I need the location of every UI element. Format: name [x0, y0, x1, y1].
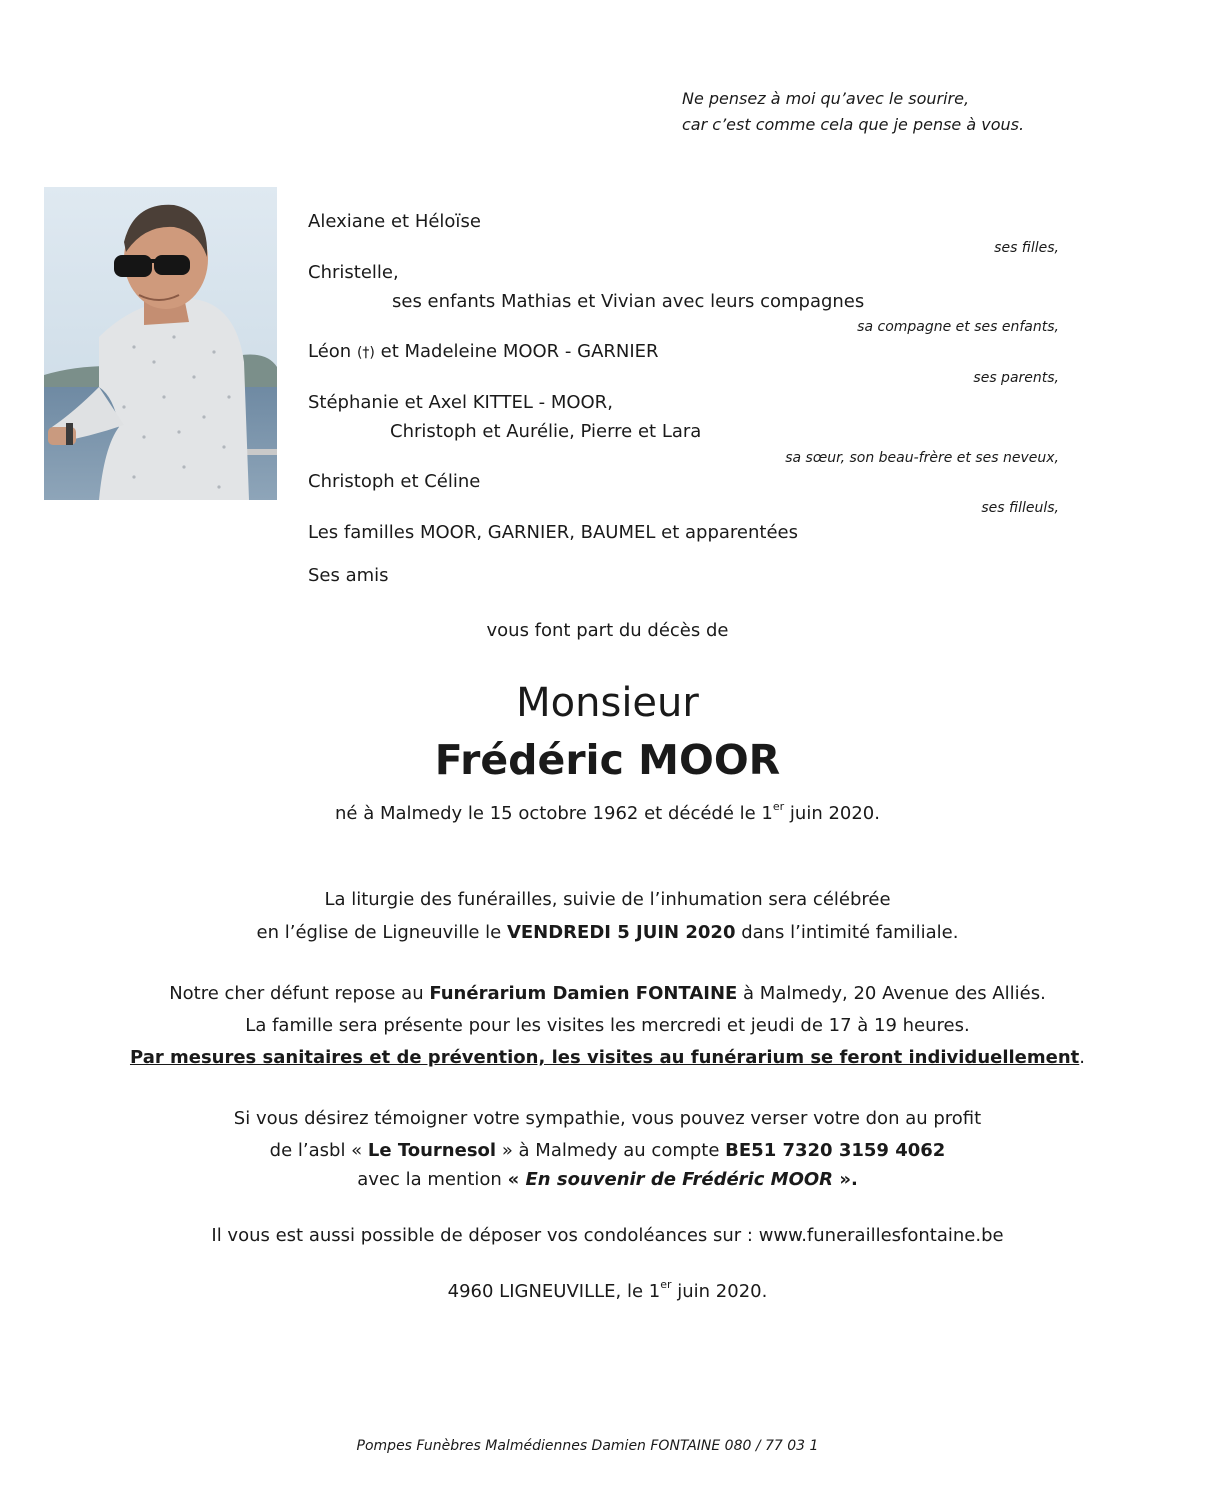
announcement-text: vous font part du décès de	[486, 620, 729, 641]
sanitary-notice-end: .	[1079, 1047, 1086, 1068]
family-parents-relation: ses parents,	[973, 370, 1059, 386]
viewing-line-2: La famille sera présente pour les visites les mercredi et jeudi de 17 à 19 heures.	[245, 1015, 970, 1036]
family-daughters: Alexiane et Héloïse	[308, 211, 481, 232]
place-date-end: juin 2020.	[671, 1281, 768, 1302]
place-date	[0, 1278, 1215, 1302]
parents-father: Léon	[308, 341, 352, 362]
family-partner: Christelle,	[308, 262, 399, 283]
donation-charity-name: Le Tournesol	[367, 1140, 497, 1161]
donation-account-prefix: » à Malmedy au compte	[496, 1140, 726, 1161]
cross-symbol: (†)	[356, 345, 375, 361]
condolences-text: Il vous est aussi possible de déposer vos condoléances sur : www.funeraillesfontaine.be	[211, 1225, 1004, 1246]
family-godchildren: Christoph et Céline	[308, 471, 481, 492]
place-date-text: 4960 LIGNEUVILLE, le 1	[447, 1281, 661, 1302]
epigraph-line-1: Ne pensez à moi qu’avec le sourire,	[682, 89, 970, 108]
dates-superscript: er	[772, 800, 785, 813]
family-sister-relation: sa sœur, son beau-frère et ses neveux,	[785, 450, 1059, 466]
parents-mother: et Madeleine MOOR - GARNIER	[380, 341, 659, 362]
family-sister: Stéphanie et Axel KITTEL - MOOR,	[308, 392, 613, 413]
sanitary-notice: Par mesures sanitaires et de prévention, les visites au funérarium se feront individuellement	[129, 1047, 1080, 1068]
funeral-home-name: Funérarium Damien FONTAINE	[429, 983, 738, 1004]
donation-iban: BE51 7320 3159 4062	[725, 1140, 946, 1161]
liturgy-line-1: La liturgie des funérailles, suivie de l’inhumation sera célébrée	[324, 889, 891, 910]
quote-close: ».	[839, 1169, 858, 1190]
liturgy-privacy: dans l’intimité familiale.	[735, 922, 959, 943]
donation-asbl-prefix: de l’asbl «	[269, 1140, 368, 1161]
quote-open: «	[507, 1169, 520, 1190]
family-friends: Ses amis	[308, 565, 389, 586]
family-daughters-relation: ses filles,	[994, 240, 1059, 256]
family-nephews: Christoph et Aurélie, Pierre et Lara	[390, 421, 702, 442]
family-extended: Les familles MOOR, GARNIER, BAUMEL et apparentées	[308, 522, 798, 543]
deceased-name: Frédéric MOOR	[434, 736, 781, 784]
viewing-line-1	[0, 983, 1215, 1004]
donation-mention: En souvenir de Frédéric MOOR	[519, 1169, 840, 1190]
dates-text-end: juin 2020.	[784, 803, 880, 824]
family-partner-relation: sa compagne et ses enfants,	[857, 319, 1059, 335]
family-godchildren-relation: ses filleuls,	[981, 500, 1059, 516]
donation-line-2	[0, 1140, 1215, 1161]
liturgy-date: VENDREDI 5 JUIN 2020	[506, 922, 736, 943]
deceased-photo	[44, 187, 277, 500]
dates-text: né à Malmedy le 15 octobre 1962 et décédé le 1	[335, 803, 773, 824]
epigraph-line-2: car c’est comme cela que je pense à vous.	[682, 115, 1025, 134]
epigraph	[682, 86, 1024, 138]
deceased-title: Monsieur	[516, 680, 699, 726]
funeral-director-footer: Pompes Funèbres Malmédiennes Damien FONTAINE 080 / 77 03 1	[356, 1438, 819, 1454]
funeral-home-address: à Malmedy, 20 Avenue des Alliés.	[737, 983, 1046, 1004]
donation-mention-prefix: avec la mention	[357, 1169, 508, 1190]
viewing-intro: Notre cher défunt repose au	[169, 983, 430, 1004]
donation-line-1: Si vous désirez témoigner votre sympathie, vous pouvez verser votre don au profit	[233, 1108, 982, 1129]
viewing-line-3	[0, 1047, 1215, 1068]
family-partner-children: ses enfants Mathias et Vivian avec leurs compagnes	[392, 291, 865, 312]
birth-death-dates	[0, 800, 1215, 824]
liturgy-line-2	[0, 922, 1215, 943]
place-date-superscript: er	[660, 1278, 672, 1291]
liturgy-church: en l’église de Ligneuville le	[256, 922, 507, 943]
donation-line-3	[0, 1169, 1215, 1190]
family-parents	[308, 341, 659, 362]
